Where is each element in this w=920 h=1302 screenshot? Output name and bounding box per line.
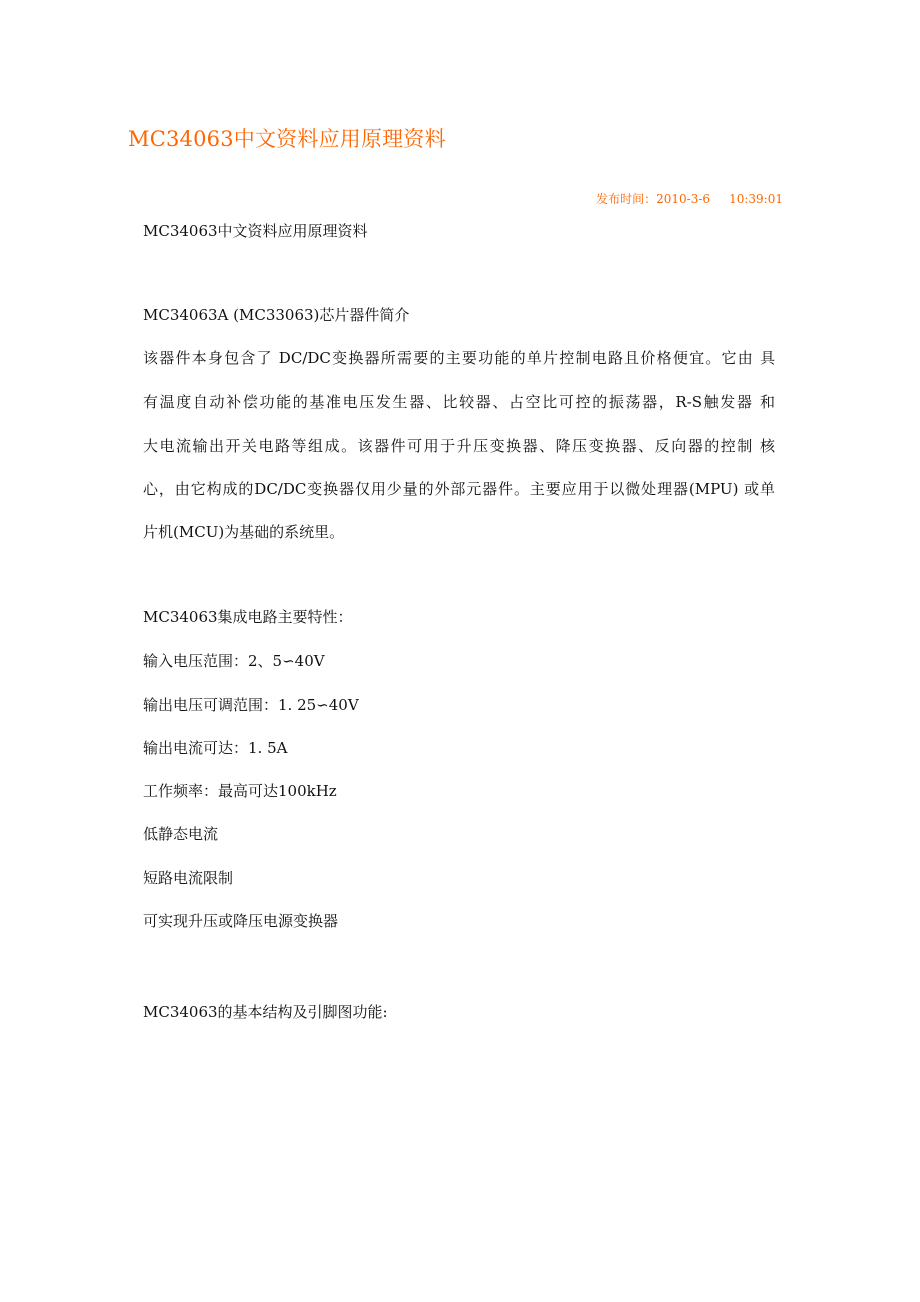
- feature-item: 工作频率：最高可达100kHz: [143, 782, 337, 800]
- intro-line: 该器件本身包含了 DC/DC变换器所需要的主要功能的单片控制电路且价格便宜。它由 具: [143, 349, 775, 367]
- structure-heading: MC34063的基本结构及引脚图功能:: [143, 1003, 388, 1021]
- feature-item: 输出电压可调范围：1. 25∽40V: [143, 696, 359, 714]
- intro-line: 片机(MCU)为基础的系统里。: [143, 523, 345, 541]
- intro-line: 大电流输出开关电路等组成。该器件可用于升压变换器、降压变换器、反向器的控制 核: [143, 437, 775, 455]
- subtitle: MC34063中文资料应用原理资料: [143, 222, 368, 240]
- intro-heading: MC34063A (MC33063)芯片器件简介: [143, 306, 410, 324]
- page-title: MC34063中文资料应用原理资料: [128, 127, 446, 151]
- intro-line: 有温度自动补偿功能的基准电压发生器、比较器、占空比可控的振荡器，R-S触发器 和: [143, 393, 775, 411]
- feature-item: 短路电流限制: [143, 869, 234, 887]
- feature-item: 可实现升压或降压电源变换器: [143, 912, 339, 930]
- intro-line: 心，由它构成的DC/DC变换器仅用少量的外部元器件。主要应用于以微处理器(MPU) 或单: [143, 480, 775, 498]
- feature-item: 输出电流可达：1. 5A: [143, 739, 288, 757]
- features-heading: MC34063集成电路主要特性：: [143, 608, 353, 626]
- feature-item: 低静态电流: [143, 825, 219, 843]
- publish-time: 发布时间：2010-3-6 10:39:01: [596, 192, 783, 206]
- feature-item: 输入电压范围：2、5∽40V: [143, 652, 325, 670]
